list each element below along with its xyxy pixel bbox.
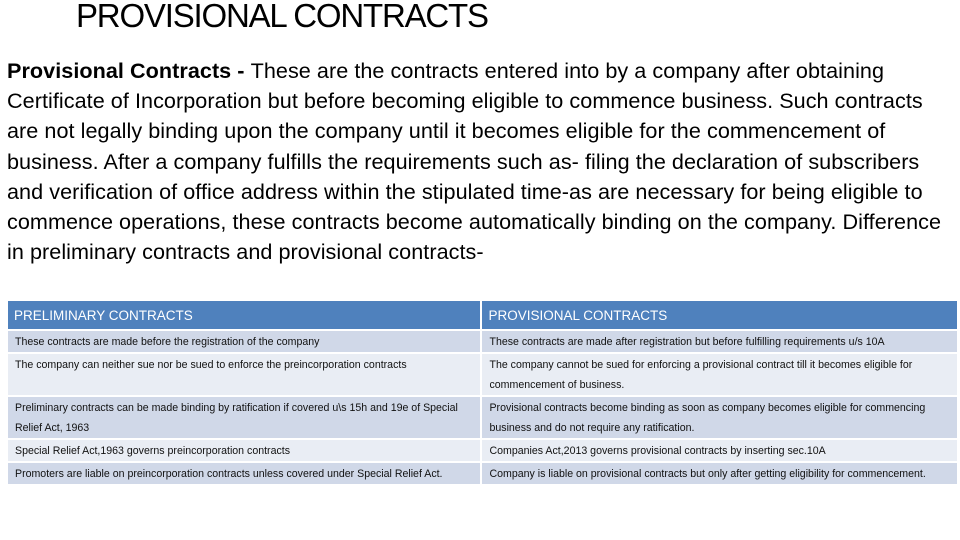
table-cell: Promoters are liable on preincorporation contracts unless covered under Special Relief Act. [8,463,480,484]
table-cell: These contracts are made before the registration of the company [8,331,480,352]
table-cell: The company can neither sue nor be sued to enforce the preincorporation contracts [8,354,480,395]
table-cell: The company cannot be sued for enforcing a provisional contract till it becomes eligible for commencement of business. [482,354,957,395]
table-header-row [8,301,957,329]
table-cell: These contracts are made after registration but before fulfilling requirements u/s 10A [482,331,957,352]
table-cell: Provisional contracts become binding as soon as company becomes eligible for commencing business and do not require any ratification. [482,397,957,438]
table-row [8,354,957,395]
comparison-table [6,299,959,486]
header-preliminary: PRELIMINARY CONTRACTS [8,301,480,329]
intro-paragraph [7,56,957,267]
page-title: PROVISIONAL CONTRACTS [76,0,488,34]
table-row [8,397,957,438]
table-row [8,440,957,461]
table-cell: Preliminary contracts can be made binding by ratification if covered u\s 15h and 19e of Special Relief Act, 1963 [8,397,480,438]
table-row [8,331,957,352]
table-row [8,463,957,484]
table-cell: Company is liable on provisional contracts but only after getting eligibility for commencement. [482,463,957,484]
table-cell: Special Relief Act,1963 governs preincorporation contracts [8,440,480,461]
paragraph-lead: Provisional Contracts - [7,58,251,83]
table-cell: Companies Act,2013 governs provisional contracts by inserting sec.10A [482,440,957,461]
header-provisional: PROVISIONAL CONTRACTS [482,301,957,329]
paragraph-body: These are the contracts entered into by a company after obtaining Certificate of Incorporation but before becoming eligible to commence business. Such contracts are not legally binding upon the company until it becomes eligible for the commencement of business. After a company fulfills the requirements such as- filing the declaration of subscribers and verification of office address within the stipulated time-as are necessary for being eligible to commence operations, these contracts become automatically binding on the company. Difference in preliminary contracts and provisional contracts- [7,58,942,265]
